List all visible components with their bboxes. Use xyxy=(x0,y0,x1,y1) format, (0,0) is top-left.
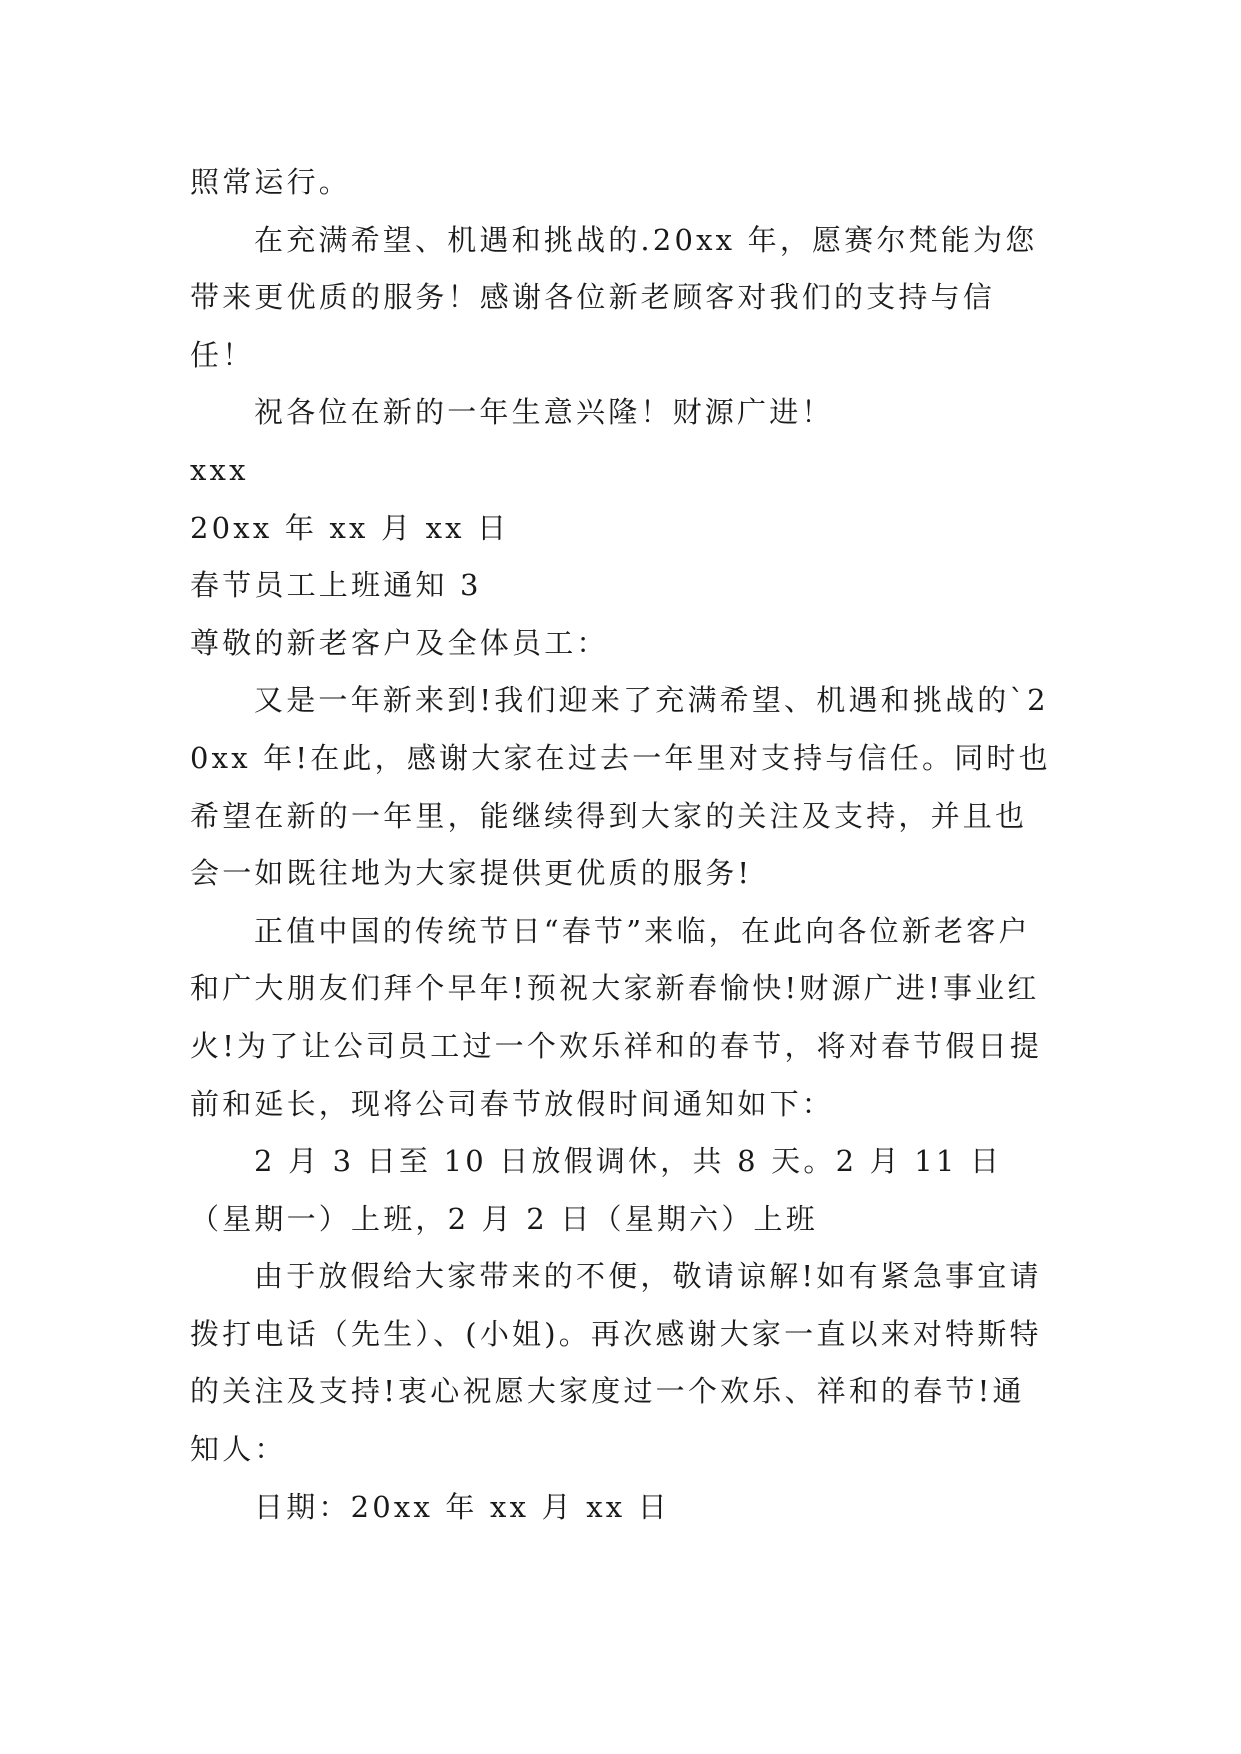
paragraph: 在充满希望、机遇和挑战的.20xx 年，愿赛尔梵能为您带来更优质的服务！感谢各位新老顾客对我们的支持与信任！ xyxy=(190,222,1038,372)
paragraph: 正值中国的传统节日“春节”来临，在此向各位新老客户和广大朋友们拜个早年!预祝大家新春愉快!财源广进!事业红火!为了让公司员工过一个欢乐祥和的春节，将对春节假日提前和延长，现将公司春节放假时间通知如下： xyxy=(190,913,1043,1121)
date-line: 日期：20xx 年 xx 月 xx 日 xyxy=(254,1489,670,1524)
section-title: 春节员工上班通知 3 xyxy=(190,568,482,603)
document-body xyxy=(190,154,1056,1536)
paragraph: 照常运行。 xyxy=(190,165,352,199)
signature-name: xxx xyxy=(190,452,249,487)
signature-date: 20xx 年 xx 月 xx 日 xyxy=(190,510,510,545)
paragraph: 又是一年新来到!我们迎来了充满希望、机遇和挑战的`20xx 年!在此，感谢大家在过去一年里对支持与信任。同时也希望在新的一年里，能继续得到大家的关注及支持，并且也会一如既往地为大家提供更优质的服务! xyxy=(190,683,1051,891)
paragraph: 祝各位在新的一年生意兴隆！财源广进！ xyxy=(254,395,834,430)
paragraph: 2 月 3 日至 10 日放假调休，共 8 天。2 月 11 日（星期一）上班，2 月 2 日（星期六）上班 xyxy=(190,1144,1003,1236)
paragraph: 由于放假给大家带来的不便，敬请谅解!如有紧急事宜请拨打电话（先生）、(小姐)。再次感谢大家一直以来对特斯特的关注及支持!衷心祝愿大家度过一个欢乐、祥和的春节!通知人： xyxy=(190,1259,1042,1467)
salutation: 尊敬的新老客户及全体员工： xyxy=(190,625,609,660)
